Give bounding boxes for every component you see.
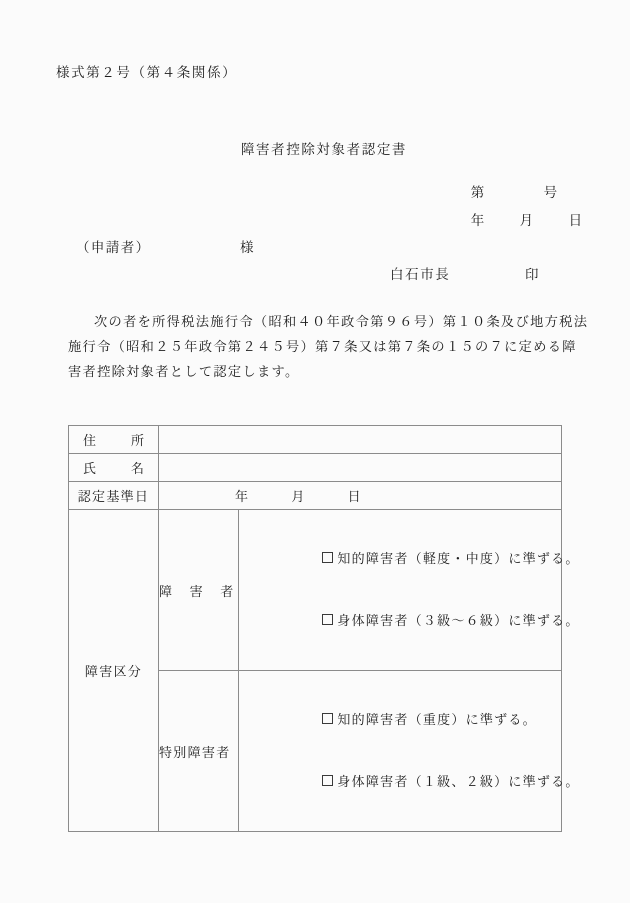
group-label-char2: 害 [189, 584, 204, 600]
applicant-honorific: 様 [240, 240, 254, 256]
group-label-char3: 者 [220, 584, 235, 600]
body-line-3: 害者控除対象者として認定します。 [68, 365, 300, 380]
category-label-cell [69, 510, 159, 832]
document-number-unit: 号 [543, 185, 559, 201]
checkbox-icon[interactable] [322, 775, 333, 786]
date-month-label: 月 [519, 213, 535, 229]
checkbox-label: 身体障害者（１級、２級）に準ずる。 [337, 775, 580, 790]
table-row-category-disabled [69, 510, 562, 671]
certification-table [68, 425, 580, 832]
body-paragraph [68, 310, 589, 385]
body-line-2: 施行令（昭和２５年政令第２４５号）第７条又は第７条の１５の７に定める障 [68, 340, 577, 355]
checkbox-list-disabled [239, 510, 580, 670]
checkbox-icon[interactable] [322, 552, 333, 563]
address-value-cell[interactable] [159, 426, 562, 454]
checkbox-item-intellectual-severe[interactable] [247, 689, 561, 751]
checkbox-icon[interactable] [322, 614, 333, 625]
page-title: 障害者控除対象者認定書 [240, 142, 408, 158]
checkbox-label: 知的障害者（重度）に準ずる。 [337, 713, 537, 728]
name-label-part2: 名 [130, 462, 144, 477]
name-value-cell[interactable] [159, 454, 562, 482]
checkbox-label: 身体障害者（３級～６級）に準ずる。 [337, 614, 580, 629]
criteria-year-label: 年 [235, 490, 250, 505]
checkbox-item-physical-1-2[interactable] [247, 751, 580, 813]
group-label-cell-special [159, 671, 239, 832]
document-number-prefix: 第 [470, 185, 486, 201]
criteria-date-label: 認定基準日 [77, 490, 150, 505]
group-options-cell-disabled [239, 510, 580, 671]
table-row-name [69, 454, 562, 482]
name-label-part1: 氏 [83, 462, 97, 477]
category-label: 障害区分 [84, 665, 143, 680]
checkbox-item-intellectual-mild[interactable] [247, 528, 580, 590]
document-date-line [448, 193, 583, 245]
address-label-cell [69, 426, 159, 454]
body-line-1: 次の者を所得税法施行令（昭和４０年政令第９６号）第１０条及び地方税法 [94, 315, 589, 330]
applicant-label: （申請者） [76, 240, 151, 256]
table-row-criteria-date [69, 482, 562, 510]
criteria-date-label-cell [69, 482, 159, 510]
form-number: 様式第２号（第４条関係） [56, 65, 238, 81]
checkbox-icon[interactable] [322, 713, 333, 724]
checkbox-item-physical-3-6[interactable] [247, 590, 580, 652]
name-label-cell [69, 454, 159, 482]
date-day-label: 日 [568, 213, 584, 229]
group-label-cell-disabled [159, 510, 239, 671]
address-label-part1: 住 [83, 434, 97, 449]
issuer-name: 白石市長 [390, 267, 451, 283]
criteria-day-label: 日 [347, 490, 362, 505]
group-options-cell-special [239, 671, 580, 832]
date-year-label: 年 [470, 213, 486, 229]
seal-mark: 印 [525, 267, 539, 283]
criteria-date-value-cell[interactable] [159, 482, 562, 510]
group-label-char1: 障 [159, 584, 174, 600]
checkbox-label: 知的障害者（軽度・中度）に準ずる。 [337, 552, 580, 567]
address-label-part2: 所 [130, 434, 144, 449]
group-label-special: 特別障害者 [159, 745, 231, 761]
group-label-disabled [159, 585, 235, 600]
table-row-address [69, 426, 562, 454]
criteria-month-label: 月 [291, 490, 306, 505]
checkbox-list-special [239, 671, 580, 831]
